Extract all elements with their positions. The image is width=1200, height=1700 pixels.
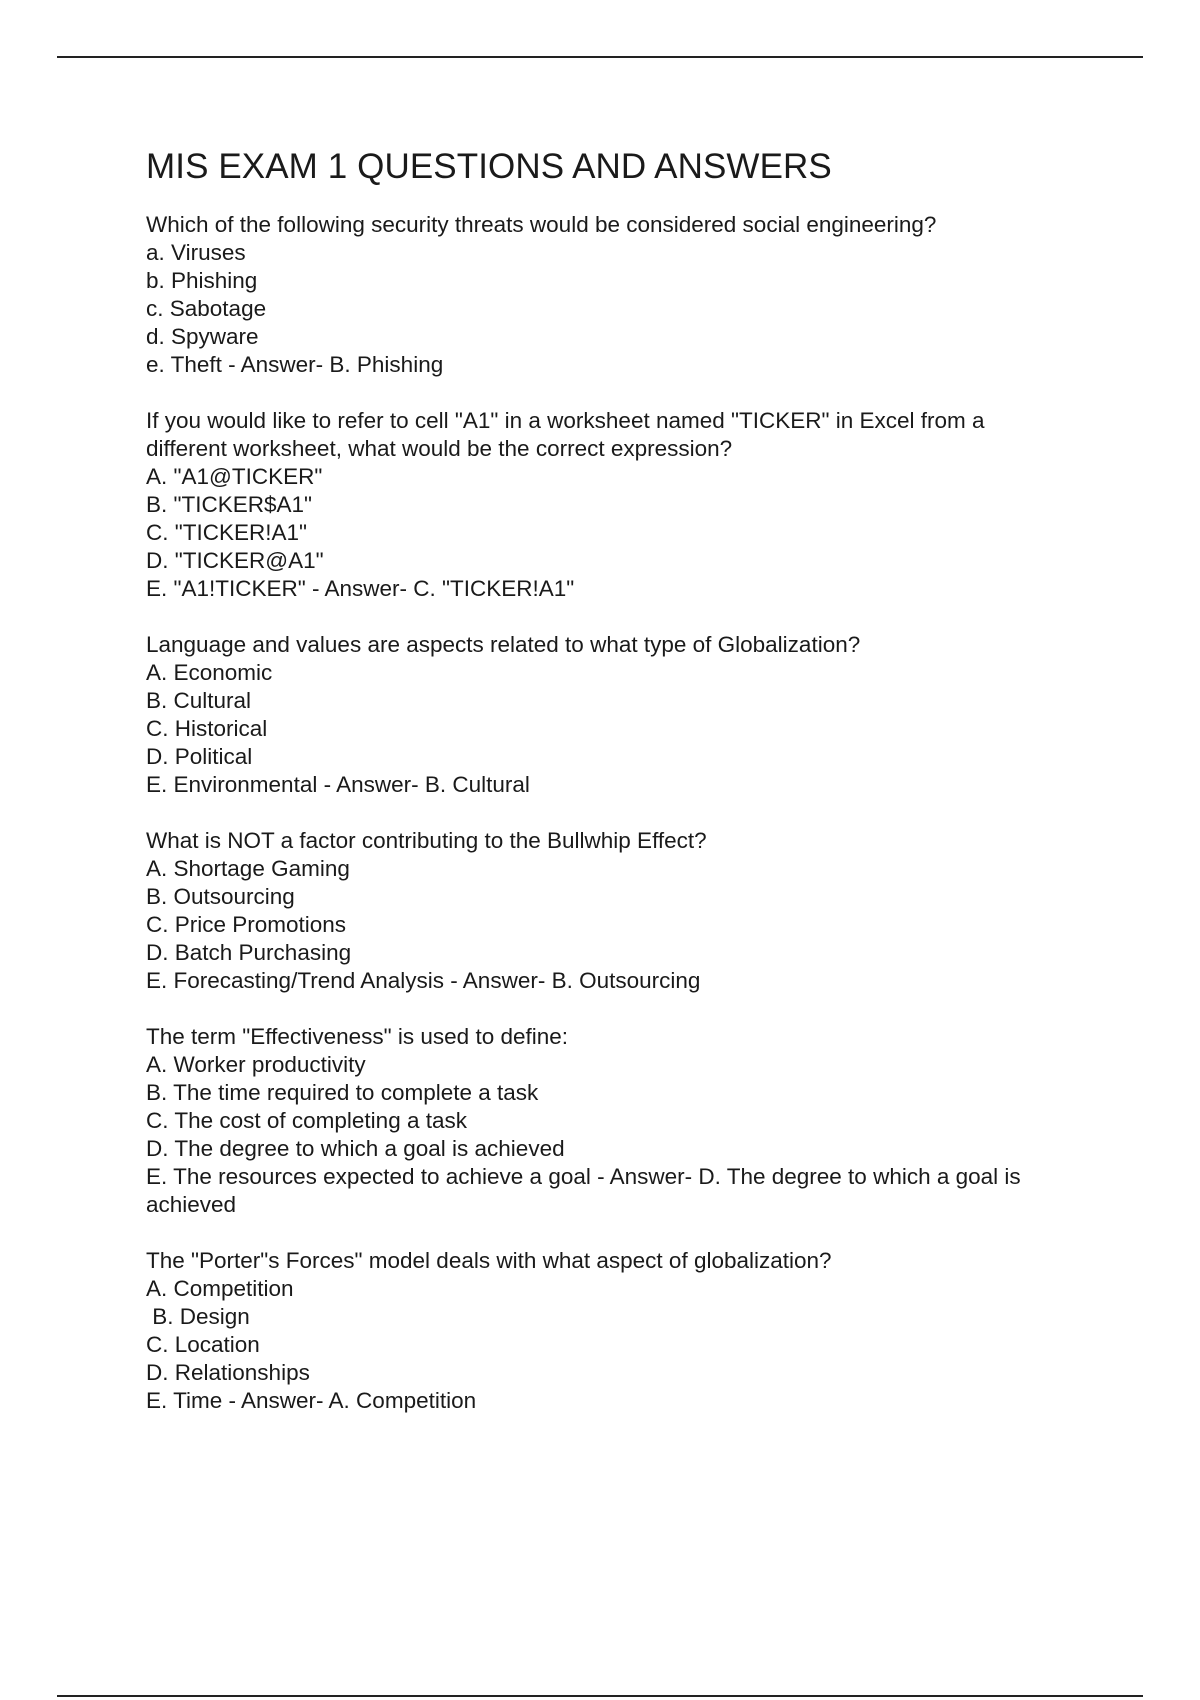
question-text: different worksheet, what would be the correct expression?: [146, 436, 733, 461]
answer-option: B. Cultural: [146, 688, 252, 713]
answer-option-with-answer: E. The resources expected to achieve a goal - Answer- D. The degree to which a goal is: [146, 1164, 1021, 1189]
answer-option: D. Political: [146, 744, 253, 769]
question-block-3: [146, 631, 1106, 799]
answer-option: D. Batch Purchasing: [146, 940, 352, 965]
answer-option-with-answer: E. Environmental - Answer- B. Cultural: [146, 772, 530, 797]
answer-option: A. Economic: [146, 660, 273, 685]
question-block-1: [146, 211, 1106, 379]
answer-option-with-answer: e. Theft - Answer- B. Phishing: [146, 352, 444, 377]
answer-option-with-answer: E. "A1!TICKER" - Answer- C. "TICKER!A1": [146, 576, 575, 601]
question-text: What is NOT a factor contributing to the Bullwhip Effect?: [146, 828, 707, 853]
answer-option: C. The cost of completing a task: [146, 1108, 467, 1133]
question-text: The term "Effectiveness" is used to define:: [146, 1024, 569, 1049]
answer-option: A. Competition: [146, 1276, 294, 1301]
answer-option: B. The time required to complete a task: [146, 1080, 539, 1105]
answer-option: C. Price Promotions: [146, 912, 347, 937]
question-text: The "Porter"s Forces" model deals with what aspect of globalization?: [146, 1248, 832, 1273]
document-body: [146, 142, 1106, 1443]
question-text: Which of the following security threats would be considered social engineering?: [146, 212, 937, 237]
answer-option: B. Outsourcing: [146, 884, 295, 909]
answer-option: D. "TICKER@A1": [146, 548, 324, 573]
answer-option: C. Historical: [146, 716, 268, 741]
answer-option: A. "A1@TICKER": [146, 464, 323, 489]
question-text: If you would like to refer to cell "A1" in a worksheet named "TICKER" in Excel from a: [146, 408, 985, 433]
question-block-5: [146, 1023, 1106, 1219]
top-rule: [57, 56, 1143, 58]
answer-option: b. Phishing: [146, 268, 258, 293]
answer-option: d. Spyware: [146, 324, 259, 349]
answer-option: D. The degree to which a goal is achieved: [146, 1136, 565, 1161]
answer-option: A. Worker productivity: [146, 1052, 366, 1077]
question-text: Language and values are aspects related to what type of Globalization?: [146, 632, 861, 657]
answer-continuation: achieved: [146, 1192, 237, 1217]
answer-option: C. "TICKER!A1": [146, 520, 308, 545]
answer-option-with-answer: E. Time - Answer- A. Competition: [146, 1388, 477, 1413]
bottom-rule: [57, 1695, 1143, 1697]
answer-option: D. Relationships: [146, 1360, 310, 1385]
answer-option: B. Design: [146, 1304, 250, 1329]
answer-option: a. Viruses: [146, 240, 246, 265]
question-block-4: [146, 827, 1106, 995]
question-block-2: [146, 407, 1106, 603]
answer-option: A. Shortage Gaming: [146, 856, 350, 881]
answer-option: C. Location: [146, 1332, 260, 1357]
question-block-6: [146, 1247, 1106, 1415]
answer-option-with-answer: E. Forecasting/Trend Analysis - Answer- B. Outsourcing: [146, 968, 701, 993]
answer-option: B. "TICKER$A1": [146, 492, 313, 517]
page-title: MIS EXAM 1 QUESTIONS AND ANSWERS: [146, 147, 832, 186]
answer-option: c. Sabotage: [146, 296, 267, 321]
